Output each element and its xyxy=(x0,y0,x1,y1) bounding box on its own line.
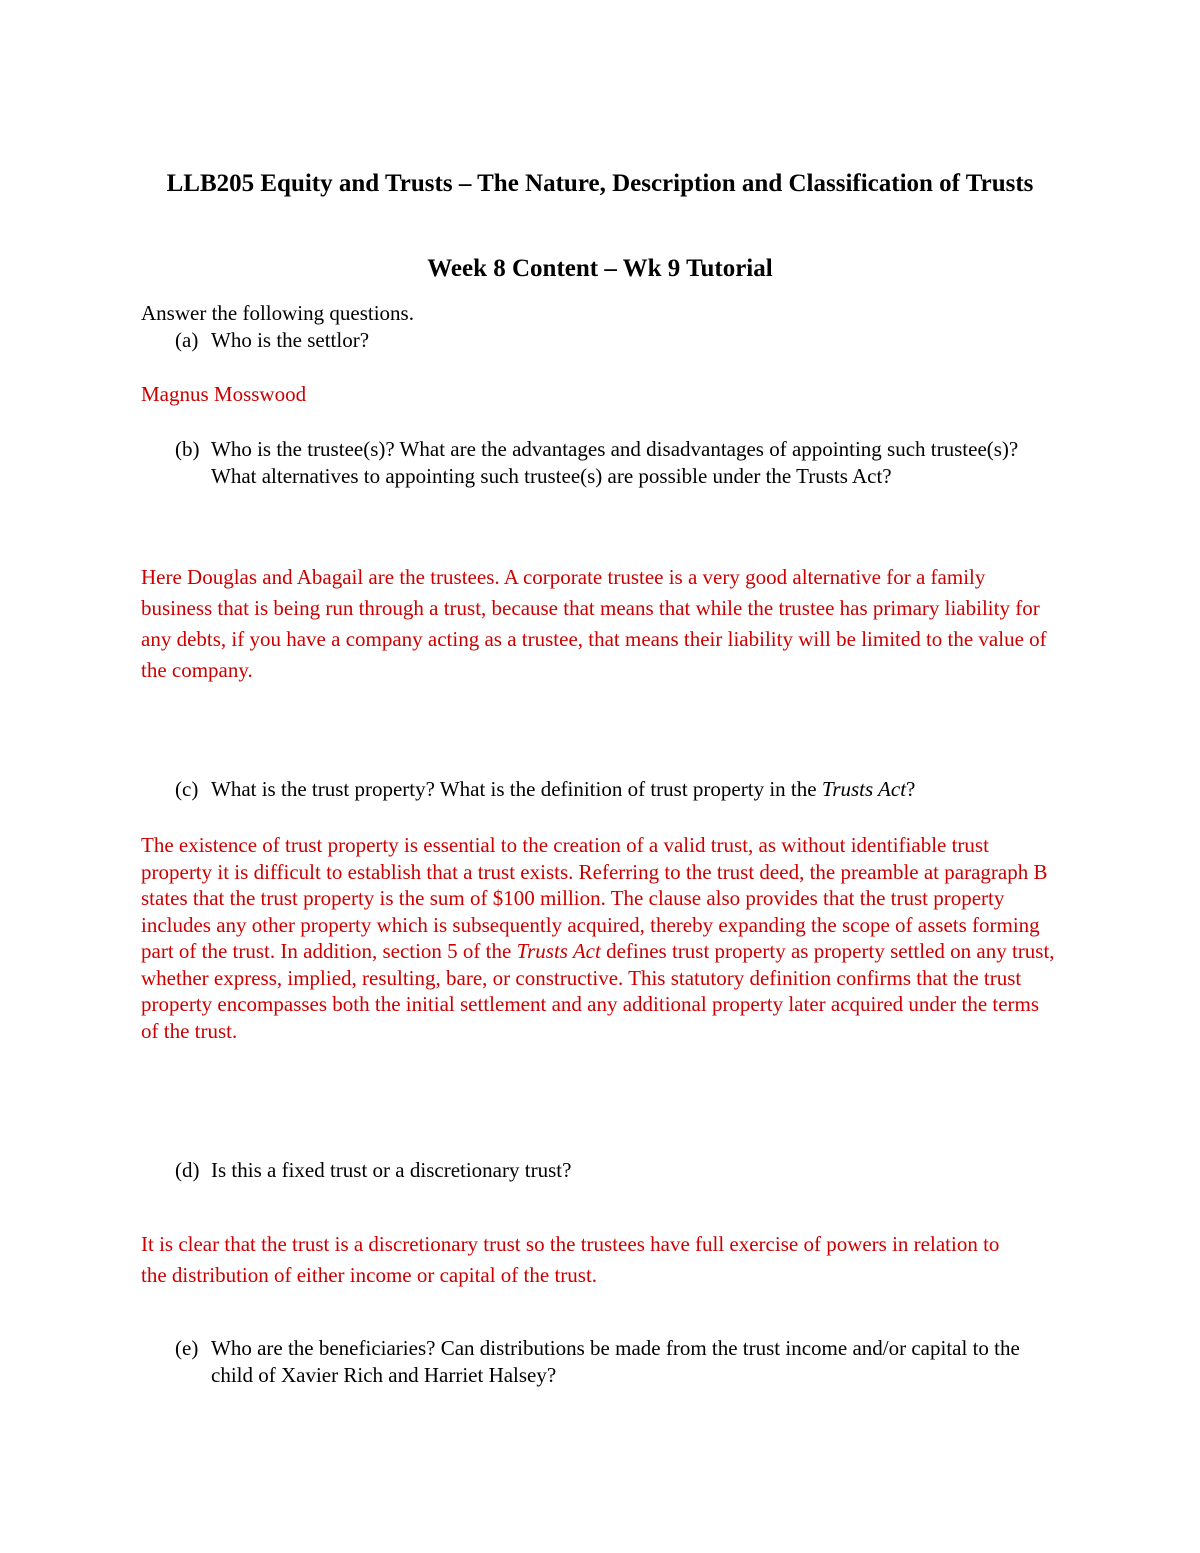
question-c-text-before: What is the trust property? What is the definition of trust property in the xyxy=(211,777,822,801)
question-b-text: Who is the trustee(s)? What are the advantages and disadvantages of appointing such trustee(s)? What alternatives to appointing such trustee(s) are possible under the Trusts Act? xyxy=(211,437,1019,488)
answer-c-before: The existence of trust property is essential to the creation of a valid trust, as without identifiable trust property it is difficult to establish that a trust exists. Referring to the trust deed, the preamble at paragraph B states that the trust property is the sum of $100 million. The clause also provides that the trust property includes any other property which is subsequently acquired, thereby expanding the scope of assets forming part of the trust. In addition, section 5 of the xyxy=(141,833,1048,963)
question-e-label: (e) xyxy=(175,1336,199,1360)
question-c-label: (c) xyxy=(175,777,199,801)
question-d-text: Is this a fixed trust or a discretionary trust? xyxy=(211,1158,572,1182)
answer-b: Here Douglas and Abagail are the trustees. A corporate trustee is a very good alternative for a family business that is being run through a trust, because that means that while the trustee has primary liability for any debts, if you have a company acting as a trustee, that means their liability will be limited to the value of the company. xyxy=(141,565,1047,682)
answer-a: Magnus Mosswood xyxy=(141,382,307,406)
document-subtitle: Week 8 Content – Wk 9 Tutorial xyxy=(427,255,773,282)
question-d xyxy=(175,1157,1055,1184)
question-b-label: (b) xyxy=(175,437,200,461)
question-a-label: (a) xyxy=(175,328,199,352)
question-c-text xyxy=(211,776,1055,803)
answer-c-after: defines trust property as property settled on any trust, whether express, implied, resulting, bare, or constructive. This statutory definition confirms that the trust property encompasses both the initial settlement and any additional property later acquired under the terms of the trust. xyxy=(141,939,1055,1043)
question-d-label: (d) xyxy=(175,1158,200,1182)
answer-c-act-name: Trusts Act xyxy=(516,939,601,963)
question-a xyxy=(175,327,1055,354)
question-e-text: Who are the beneficiaries? Can distributions be made from the trust income and/or capital to the child of Xavier Rich and Harriet Halsey? xyxy=(211,1336,1020,1387)
question-b xyxy=(175,436,1055,490)
intro-text: Answer the following questions. xyxy=(141,301,414,325)
document-title: LLB205 Equity and Trusts – The Nature, Description and Classification of Trusts xyxy=(166,170,1034,197)
question-a-text: Who is the settlor? xyxy=(211,328,370,352)
question-c-act-name: Trusts Act xyxy=(821,777,907,801)
question-e xyxy=(175,1335,1055,1389)
question-c xyxy=(175,776,1055,803)
question-c-text-after: ? xyxy=(906,777,916,801)
answer-d: It is clear that the trust is a discretionary trust so the trustees have full exercise of powers in relation to the distribution of either income or capital of the trust. xyxy=(141,1232,1000,1287)
answer-c xyxy=(141,832,1056,1044)
